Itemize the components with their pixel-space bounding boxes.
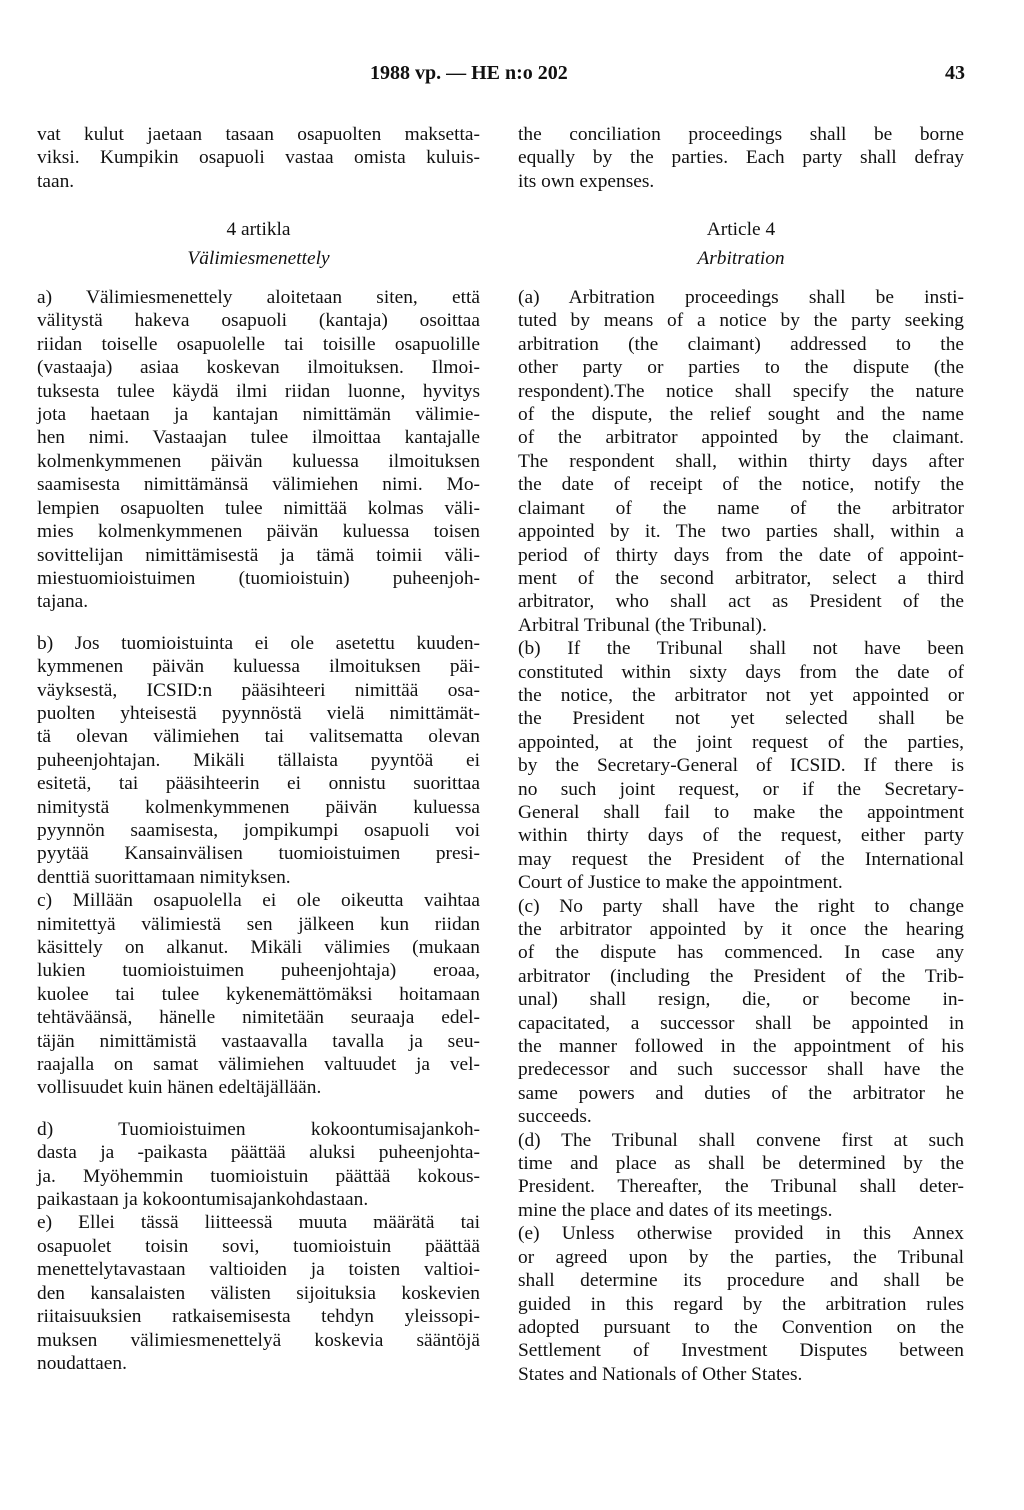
text-line: b) Jos tuomioistuinta ei ole asetettu kuuden- <box>37 632 480 654</box>
text-line: saamisesta nimittämänsä välimiehen nimi. Mo- <box>37 474 480 496</box>
text-line: may request the President of the International <box>518 848 964 870</box>
en-article-title: Arbitration <box>697 247 785 269</box>
text-line: Settlement of Investment Disputes between <box>518 1340 964 1362</box>
en-paragraph-b <box>518 637 964 894</box>
text-line: vollisuudet kuin hänen edeltäjällään. <box>37 1077 322 1099</box>
text-line: e) Ellei tässä liitteessä muuta määrätä tai <box>37 1212 480 1234</box>
text-line: the arbitrator appointed by it once the hearing <box>518 919 964 940</box>
fi-paragraph-e <box>37 1211 480 1375</box>
text-line: predecessor and such successor shall have the <box>518 1059 964 1081</box>
text-line: puolten yhteisestä pyynnöstä vielä nimittämät- <box>37 702 480 724</box>
text-line: constituted within sixty days from the date of <box>518 661 964 683</box>
text-line: menettelytavastaan valtioiden ja toisten valtioi- <box>37 1259 480 1281</box>
fi-paragraph-c <box>37 889 480 1100</box>
text-line: den kansalaisten välisten sijoituksia koskevien <box>37 1282 480 1304</box>
text-line: time and place as shall be determined by the <box>518 1153 964 1175</box>
text-line: paikastaan ja kokoontumisajankohdastaan. <box>37 1189 369 1211</box>
text-line: (e) Unless otherwise provided in this Annex <box>518 1223 964 1245</box>
text-line: Arbitral Tribunal (the Tribunal). <box>518 614 767 636</box>
en-paragraph-a <box>518 286 964 637</box>
text-line: täjän nimittämistä vastaavalla tavalla ja seu- <box>37 1030 480 1052</box>
text-line: appointed, at the joint request of the parties, <box>518 731 964 753</box>
text-line: (b) If the Tribunal shall not have been <box>518 638 964 660</box>
text-line: tuksesta tulee käydä ilmi riidan luonne, hyvitys <box>37 380 480 402</box>
text-line: raajalla on samat välimiehen valtuudet ja vel- <box>37 1054 480 1076</box>
document-title: 1988 vp. — HE n:o 202 <box>370 62 568 84</box>
fi-article-number: 4 artikla <box>226 219 291 241</box>
text-line: capacitated, a successor shall be appointed in <box>518 1012 964 1034</box>
text-line: väyksestä, ICSID:n pääsihteeri nimittää osa- <box>37 679 480 701</box>
text-line: tajana. <box>37 591 89 613</box>
fi-paragraph-a <box>37 286 480 614</box>
text-line: the manner followed in the appointment of his <box>518 1036 964 1058</box>
text-line: by the Secretary-General of ICSID. If there is <box>518 755 964 777</box>
text-line: succeeds. <box>518 1106 592 1128</box>
text-line: arbitrator, who shall act as President of the <box>518 591 964 613</box>
text-line: d) Tuomioistuimen kokoontumisajankoh- <box>37 1118 480 1140</box>
text-line: noudattaen. <box>37 1352 127 1374</box>
text-line: the date of receipt of the notice, notify the <box>518 474 964 496</box>
en-paragraph-e <box>518 1222 964 1386</box>
text-line: States and Nationals of Other States. <box>518 1363 803 1385</box>
text-line: viksi. Kumpikin osapuoli vastaa omista kuluis- <box>37 147 480 169</box>
text-line: käsittely on alkanut. Mikäli välimies (mukaan <box>37 937 480 958</box>
text-line: adopted pursuant to the Convention on the <box>518 1316 964 1338</box>
page-header <box>0 62 1024 92</box>
text-line: dasta ja -paikasta päättää aluksi puheenjohta- <box>37 1142 480 1164</box>
text-line: lukien tuomioistuimen puheenjohtaja) eroaa, <box>37 960 480 982</box>
text-line: esitetä, tai pääsihteerin ei onnistu suorittaa <box>37 773 480 795</box>
text-line: c) Millään osapuolella ei ole oikeutta vaihtaa <box>37 890 480 912</box>
en-paragraph-d <box>518 1129 964 1223</box>
text-line: miestuomioistuimen (tuomioistuin) puheenjoh- <box>37 567 480 589</box>
text-line: mine the place and dates of its meetings. <box>518 1199 833 1221</box>
text-line: sovittelijan nimittämisestä ja tämä toimii väli- <box>37 544 480 566</box>
text-line: riitaisuuksien ratkaisemisesta tehdyn yleissopi- <box>37 1306 480 1328</box>
text-line: hen nimi. Vastaajan tulee ilmoittaa kantajalle <box>37 427 480 449</box>
text-line: (c) No party shall have the right to change <box>518 895 964 917</box>
text-line: pyynnön saamisesta, jompikumpi osapuoli voi <box>37 819 480 841</box>
text-line: ja. Myöhemmin tuomioistuin päättää kokous- <box>37 1165 480 1187</box>
text-line: its own expenses. <box>518 170 655 192</box>
text-line: ment of the second arbitrator, select a third <box>518 567 964 589</box>
fi-paragraph-d <box>37 1118 480 1212</box>
text-line: or agreed upon by the parties, the Tribunal <box>518 1246 964 1268</box>
text-line: guided in this regard by the arbitration rules <box>518 1293 964 1315</box>
text-line: osapuolet toisin sovi, tuomioistuin päättää <box>37 1235 480 1257</box>
text-line: President. Thereafter, the Tribunal shall deter- <box>518 1176 964 1198</box>
text-line: General shall fail to make the appointment <box>518 801 964 823</box>
text-line: other party or parties to the dispute (the <box>518 357 964 379</box>
text-line: a) Välimiesmenettely aloitetaan siten, että <box>37 287 480 309</box>
text-line: the notice, the arbitrator not yet appointed or <box>518 684 964 706</box>
en-intro <box>518 123 964 193</box>
text-line: puheenjohtajan. Mikäli tällaista pyyntöä ei <box>37 749 480 771</box>
en-article-number: Article 4 <box>706 219 776 241</box>
text-line: equally by the parties. Each party shall defray <box>518 147 964 169</box>
en-paragraph-c <box>518 895 964 1129</box>
text-line: riidan toiselle osapuolelle tai toisille osapuolille <box>37 333 480 355</box>
text-line: välitystä hakeva osapuoli (kantaja) osoittaa <box>37 310 480 332</box>
text-line: pyytää Kansainvälisen tuomioistuimen presi- <box>37 843 480 865</box>
text-line: Court of Justice to make the appointment. <box>518 872 843 894</box>
english-column <box>518 123 964 1386</box>
text-line: arbitrator (including the President of the Trib- <box>518 965 964 987</box>
text-line: claimant of the name of the arbitrator <box>518 497 964 519</box>
text-line: vat kulut jaetaan tasaan osapuolten maksetta- <box>37 124 480 145</box>
text-line: of the arbitrator appointed by the claimant. <box>518 427 964 449</box>
text-line: tehtäväänsä, hänelle nimitetään seuraaja edel- <box>37 1007 480 1029</box>
text-line: lempien osapuolten tulee nimittää kolmas väli- <box>37 497 480 519</box>
text-line: of the dispute has commenced. In case any <box>518 942 964 964</box>
text-line: kymmenen päivän kuluessa ilmoituksen päi- <box>37 656 480 678</box>
text-line: of the dispute, the relief sought and the name <box>518 404 964 426</box>
text-line: jota haetaan ja kantajan nimittämän välimie- <box>37 404 480 426</box>
text-line: (a) Arbitration proceedings shall be insti- <box>518 287 964 309</box>
text-line: (d) The Tribunal shall convene first at such <box>518 1129 964 1151</box>
fi-article-title: Välimiesmenettely <box>187 247 330 269</box>
text-line: taan. <box>37 170 75 192</box>
finnish-column <box>37 123 480 1375</box>
text-line: the conciliation proceedings shall be borne <box>518 124 964 145</box>
text-line: mies kolmenkymmenen päivän kuluessa toisen <box>37 521 480 543</box>
text-line: denttiä suorittamaan nimityksen. <box>37 866 291 888</box>
text-line: The respondent shall, within thirty days after <box>518 450 964 472</box>
text-line: muksen välimiesmenettelyä koskevia sääntöjä <box>37 1329 480 1351</box>
text-line: no such joint request, or if the Secretary- <box>518 778 964 800</box>
text-line: tä olevan välimiehen tai valitsematta olevan <box>37 726 480 748</box>
text-line: nimitystä kolmenkymmenen päivän kuluessa <box>37 796 480 818</box>
text-line: (vastaaja) asiaa koskevan ilmoituksen. Ilmoi- <box>37 357 480 379</box>
text-line: within thirty days of the request, either party <box>518 825 964 847</box>
page-number: 43 <box>945 62 965 84</box>
text-line: respondent).The notice shall specify the nature <box>518 380 964 402</box>
text-line: kuolee tai tulee kykenemättömäksi hoitamaan <box>37 983 480 1005</box>
text-line: the President not yet selected shall be <box>518 708 964 730</box>
text-line: arbitration (the claimant) addressed to the <box>518 333 964 355</box>
fi-paragraph-b <box>37 632 480 889</box>
text-line: period of thirty days from the date of appoint- <box>518 544 964 566</box>
text-line: same powers and duties of the arbitrator he <box>518 1082 964 1104</box>
text-line: kolmenkymmenen päivän kuluessa ilmoituksen <box>37 450 480 472</box>
text-line: nimitettyä välimiestä sen jälkeen kun riidan <box>37 913 480 935</box>
text-line: shall determine its procedure and shall be <box>518 1270 964 1292</box>
text-line: unal) shall resign, die, or become in- <box>518 989 964 1011</box>
text-line: tuted by means of a notice by the party seeking <box>518 310 964 332</box>
text-line: appointed by it. The two parties shall, within a <box>518 521 964 543</box>
fi-intro <box>37 123 480 193</box>
